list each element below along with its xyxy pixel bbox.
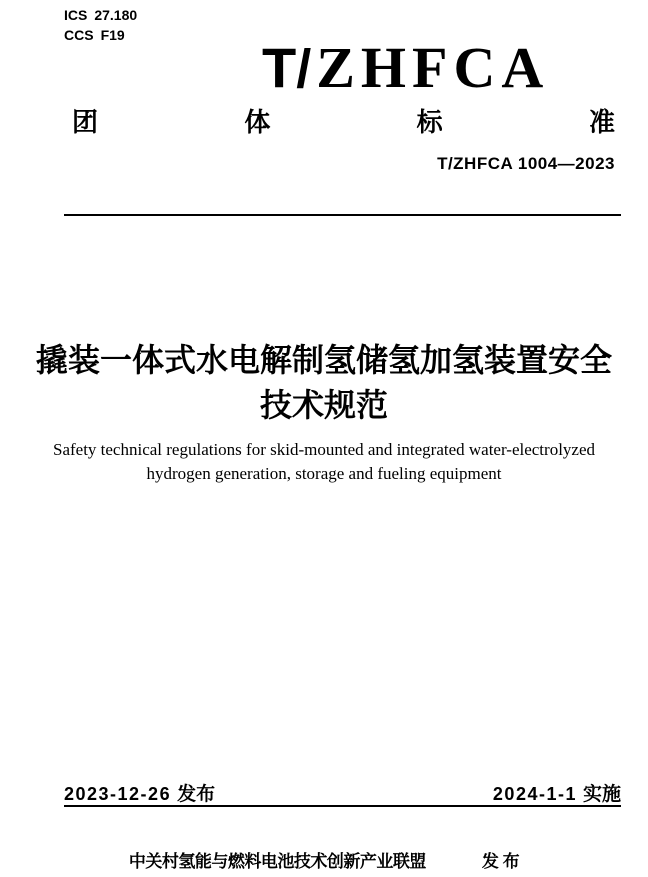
- ics-value: 27.180: [94, 7, 138, 23]
- issue-date: 2023-12-26: [64, 784, 172, 804]
- header-rule: [64, 214, 621, 216]
- implement-label: 实施: [582, 784, 621, 805]
- title-english-line1: Safety technical regulations for skid-mounted and integrated water-electrolyzed: [52, 440, 596, 459]
- title-chinese: [0, 338, 648, 428]
- footer-rule: [64, 805, 621, 807]
- band-char-biao: 标: [416, 107, 443, 137]
- issue-date-group: [64, 779, 215, 806]
- title-english: [0, 438, 648, 486]
- standard-body-logo: [262, 35, 550, 100]
- classification-codes: [64, 5, 137, 45]
- publisher-name: 中关村氢能与燃料电池技术创新产业联盟: [128, 852, 426, 871]
- logo-letters: ZHFCA: [316, 35, 550, 100]
- dates-row: [64, 779, 621, 806]
- publish-action: 发 布: [481, 852, 520, 871]
- band-char-ti: 体: [244, 107, 271, 137]
- implement-date-group: [493, 779, 621, 806]
- band-char-zhun: 准: [588, 107, 615, 137]
- standard-number: T/ZHFCA 1004—2023: [437, 154, 615, 173]
- ccs-label: CCS: [64, 27, 94, 43]
- standard-type-band: [72, 102, 615, 139]
- implement-date: 2024-1-1: [492, 784, 577, 804]
- ccs-value: F19: [100, 27, 125, 43]
- logo-prefix: T: [262, 36, 297, 99]
- title-chinese-line1: 撬装一体式水电解制氢储氢加氢装置安全: [35, 342, 612, 378]
- issue-label: 发布: [177, 784, 216, 805]
- publisher-row: [0, 847, 648, 872]
- title-chinese-line2: 技术规范: [259, 387, 388, 423]
- title-english-line2: hydrogen generation, storage and fueling equipment: [146, 464, 502, 483]
- ics-label: ICS: [64, 7, 88, 23]
- band-char-tuan: 团: [72, 107, 99, 137]
- ics-code-line: [64, 5, 137, 25]
- ccs-code-line: [64, 25, 137, 45]
- logo-slash: /: [296, 39, 312, 99]
